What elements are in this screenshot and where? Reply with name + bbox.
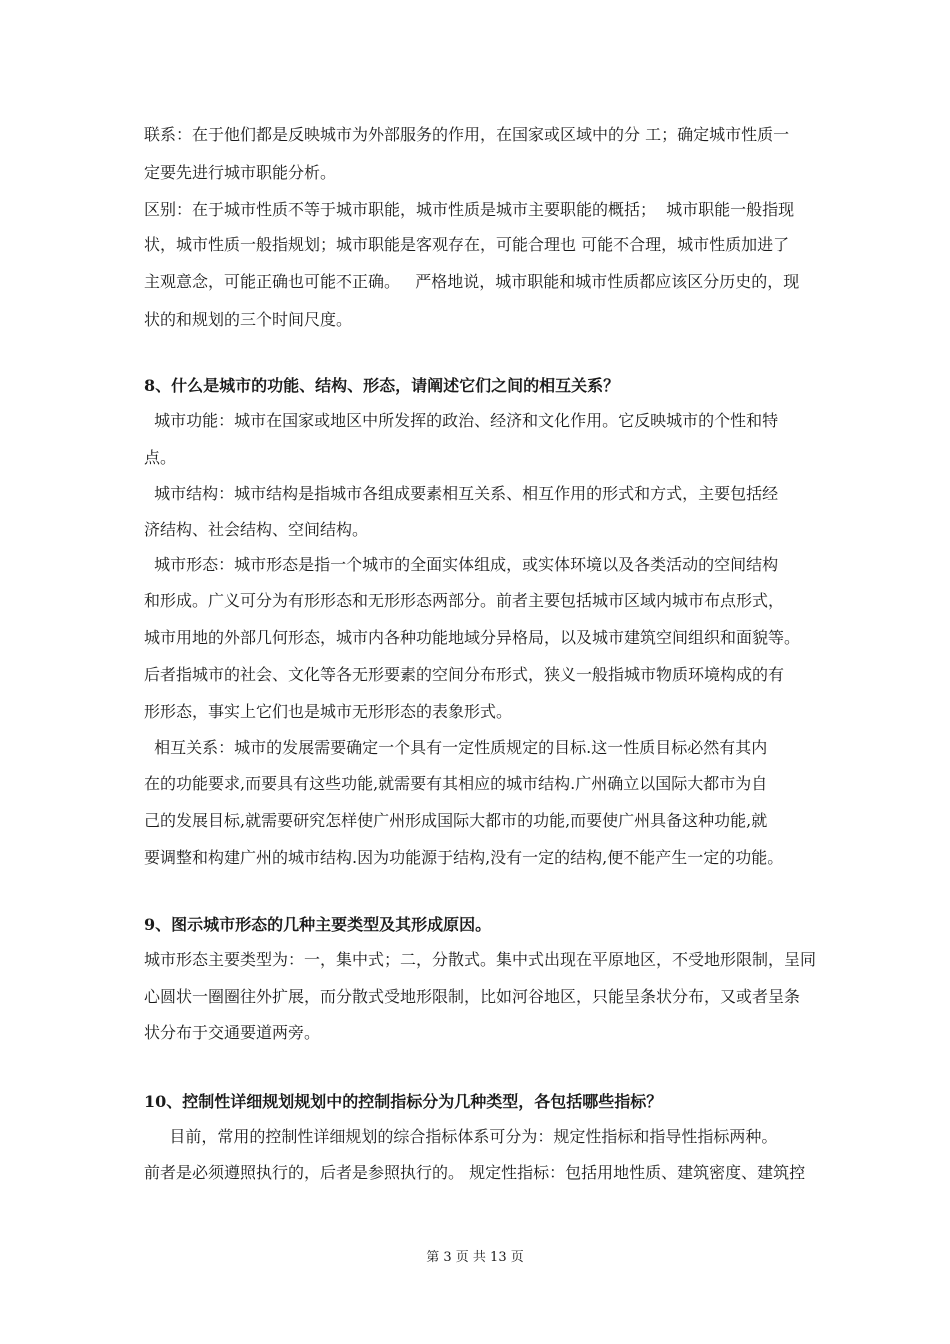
text-line: 心圆状一圈圈往外扩展，而分散式受地形限制，比如河谷地区，只能呈条状分布，又或者呈条	[144, 987, 801, 1006]
text-line: 相互关系：城市的发展需要确定一个具有一定性质规定的目标.这一性质目标必然有其内	[144, 738, 768, 757]
section-heading: 10、控制性详细规划规划中的控制指标分为几种类型，各包括哪些指标？	[144, 1092, 663, 1111]
text-line: 城市功能：城市在国家或地区中所发挥的政治、经济和文化作用。它反映城市的个性和特	[144, 411, 779, 430]
text-line: 后者指城市的社会、文化等各无形要素的空间分布形式，狭义一般指城市物质环境构成的有	[144, 665, 785, 684]
text-line: 城市形态：城市形态是指一个城市的全面实体组成，或实体环境以及各类活动的空间结构	[144, 555, 779, 574]
text-line: 联系：在于他们都是反映城市为外部服务的作用，在国家或区域中的分 工；确定城市性质一	[144, 125, 790, 144]
text-line: 在的功能要求,而要具有这些功能,就需要有其相应的城市结构.广州确立以国际大都市为自	[144, 774, 768, 793]
text-line: 定要先进行城市职能分析。	[144, 163, 337, 182]
text-line: 城市结构：城市结构是指城市各组成要素相互关系、相互作用的形式和方式，主要包括经	[144, 484, 779, 503]
text-line: 状，城市性质一般指规划；城市职能是客观存在，可能合理也 可能不合理，城市性质加进了	[144, 235, 790, 254]
text-line: 城市形态主要类型为：一，集中式；二，分散式。集中式出现在平原地区，不受地形限制，呈同	[144, 950, 817, 969]
text-line: 济结构、社会结构、空间结构。	[144, 520, 369, 539]
text-line: 点。	[144, 448, 177, 467]
text-line: 要调整和构建广州的城市结构.因为功能源于结构,没有一定的结构,便不能产生一定的功能。	[144, 848, 784, 867]
text-line: 主观意念，可能正确也可能不正确。 严格地说，城市职能和城市性质都应该区分历史的，现	[144, 272, 800, 291]
text-line: 区别：在于城市性质不等于城市职能，城市性质是城市主要职能的概括； 城市职能一般指现	[144, 200, 795, 219]
text-line: 己的发展目标,就需要研究怎样使广州形成国际大都市的功能,而要使广州具备这种功能,就	[144, 811, 768, 830]
section-heading: 8、什么是城市的功能、结构、形态，请阐述它们之间的相互关系？	[144, 376, 620, 395]
page-footer: 第 3 页 共 13 页	[426, 1250, 524, 1265]
section-heading: 9、图示城市形态的几种主要类型及其形成原因。	[144, 915, 492, 934]
text-line: 前者是必须遵照执行的，后者是参照执行的。 规定性指标：包括用地性质、建筑密度、建筑控	[144, 1163, 806, 1182]
text-line: 目前，常用的控制性详细规划的综合指标体系可分为：规定性指标和指导性指标两种。	[144, 1127, 778, 1146]
text-line: 状的和规划的三个时间尺度。	[144, 310, 353, 329]
text-line: 状分布于交通要道两旁。	[144, 1023, 321, 1042]
text-line: 城市用地的外部几何形态，城市内各种功能地域分异格局，以及城市建筑空间组织和面貌等。	[144, 628, 801, 647]
text-line: 和形成。广义可分为有形形态和无形形态两部分。前者主要包括城市区域内城市布点形式，	[144, 591, 785, 610]
text-line: 形形态，事实上它们也是城市无形形态的表象形式。	[144, 702, 513, 721]
